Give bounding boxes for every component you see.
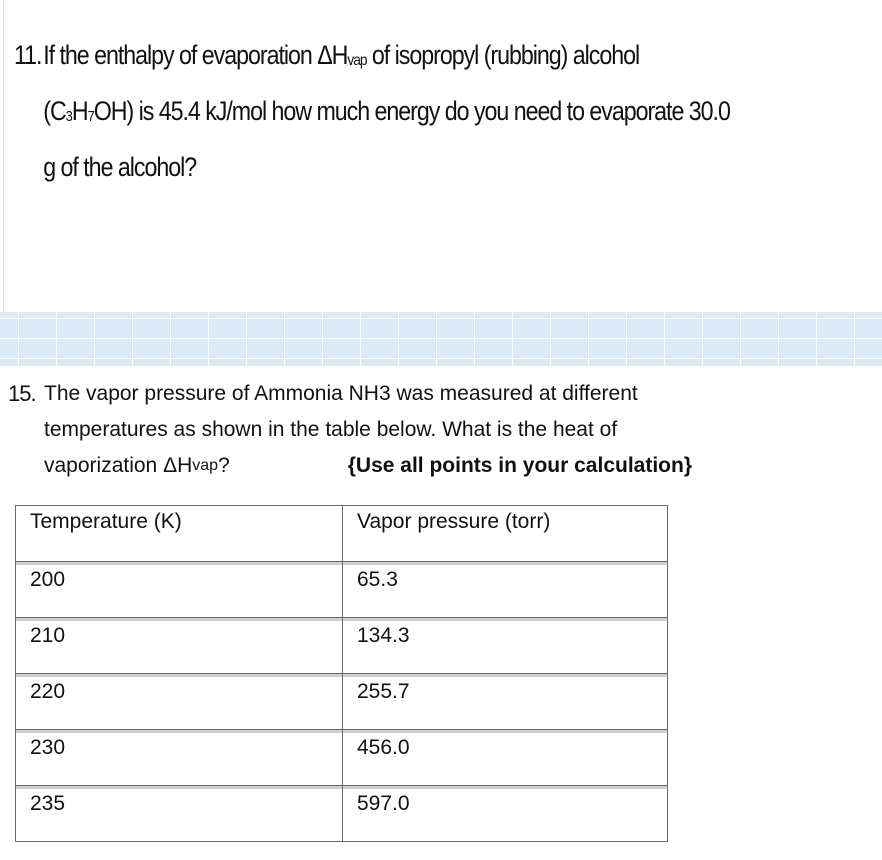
- question-15-text-3a: vaporization ΔH: [44, 454, 193, 477]
- pressure-cell: 597.0: [343, 786, 668, 842]
- temperature-cell: 210: [16, 618, 343, 674]
- header-vapor-pressure: Vapor pressure (torr): [343, 506, 668, 562]
- margin-rule: [3, 0, 4, 312]
- question-15-line-2: temperatures as shown in the table below. What is the heat of: [44, 418, 618, 441]
- pressure-cell: 65.3: [343, 562, 668, 618]
- question-11-vap-subscript: vap: [347, 52, 367, 69]
- question-11-text-2c: OH) is 45.4 kJ/mol how much energy do you need to evaporate 30.0: [93, 96, 730, 126]
- temperature-cell: 220: [16, 674, 343, 730]
- question-15-line-1: [8, 376, 868, 412]
- header-temperature: Temperature (K): [16, 506, 343, 562]
- question-11-sub-7: 7: [87, 108, 94, 125]
- table-row: [16, 562, 668, 618]
- table-header-row: [16, 506, 668, 562]
- question-11-number: 11.: [14, 40, 42, 70]
- question-15-text-1: The vapor pressure of Ammonia NH3 was measured at different: [44, 382, 638, 405]
- question-11-sub-3: 3: [65, 108, 72, 125]
- graph-paper-strip: [0, 312, 882, 366]
- pressure-cell: 456.0: [343, 730, 668, 786]
- question-15-text-3b: ?: [218, 454, 230, 477]
- pressure-cell: 134.3: [343, 618, 668, 674]
- question-15-hint: {Use all points in your calculation}: [347, 454, 692, 477]
- question-11-line-1: [14, 30, 745, 86]
- question-11-text-2a: (C: [43, 96, 66, 126]
- temperature-cell: 230: [16, 730, 343, 786]
- table-row: [16, 674, 668, 730]
- vapor-pressure-table: [15, 505, 668, 842]
- pressure-cell: 255.7: [343, 674, 668, 730]
- question-15-vap-subscript: vap: [192, 457, 219, 474]
- question-11: [14, 30, 745, 193]
- table-row: [16, 730, 668, 786]
- temperature-cell: 200: [16, 562, 343, 618]
- question-15-line-3: [8, 448, 868, 484]
- table-row: [16, 786, 668, 842]
- question-11-line-2: [14, 86, 745, 142]
- table-row: [16, 618, 668, 674]
- question-15-number: 15.: [8, 381, 36, 406]
- temperature-cell: 235: [16, 786, 343, 842]
- question-15: [8, 376, 868, 484]
- question-11-line-3: g of the alcohol?: [43, 152, 197, 182]
- question-11-text-2b: H: [71, 96, 88, 126]
- question-11-text-1b: of isopropyl (rubbing) alcohol: [366, 40, 640, 70]
- question-11-text-1a: If the enthalpy of evaporation ΔH: [43, 40, 348, 70]
